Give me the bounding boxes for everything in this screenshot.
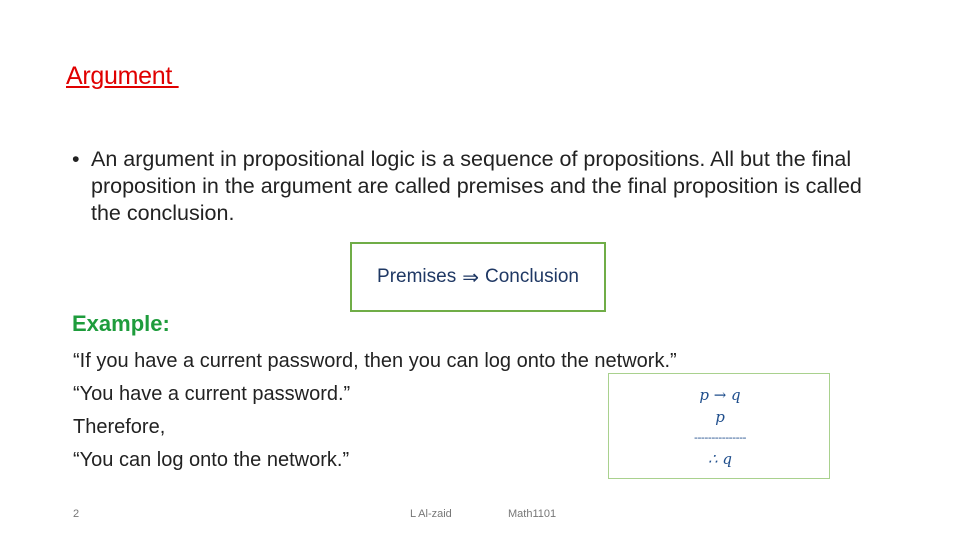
slide-title: Argument xyxy=(66,62,179,90)
logic-premise-2: p xyxy=(715,408,725,426)
footer-course: Math1101 xyxy=(508,508,557,520)
logic-conclusion: ∴ q xyxy=(708,450,732,468)
example-line: “You can log onto the network.” xyxy=(73,449,350,471)
definition-bullet xyxy=(72,146,892,227)
example-line: Therefore, xyxy=(73,416,166,438)
bullet-icon: • xyxy=(72,147,80,171)
logic-separator: --------------- xyxy=(693,431,747,444)
definition-text: An argument in propositional logic is a sequence of propositions. All but the final proposition in the argument are called premises and the final proposition is called the conclusion. xyxy=(91,147,862,225)
logic-premise-1: p → q xyxy=(699,386,741,404)
implies-arrow-icon: ⇒ xyxy=(462,265,479,289)
example-heading: Example: xyxy=(72,311,170,336)
footer-author: L Al-zaid xyxy=(410,508,452,520)
page-number: 2 xyxy=(73,508,80,520)
example-line: “You have a current password.” xyxy=(73,383,351,405)
conclusion-label: Conclusion xyxy=(484,266,579,287)
premises-label: Premises xyxy=(377,266,457,287)
logic-form-box xyxy=(608,373,830,479)
example-line: “If you have a current password, then you can log onto the network.” xyxy=(73,350,677,372)
premises-conclusion-box xyxy=(350,242,606,312)
